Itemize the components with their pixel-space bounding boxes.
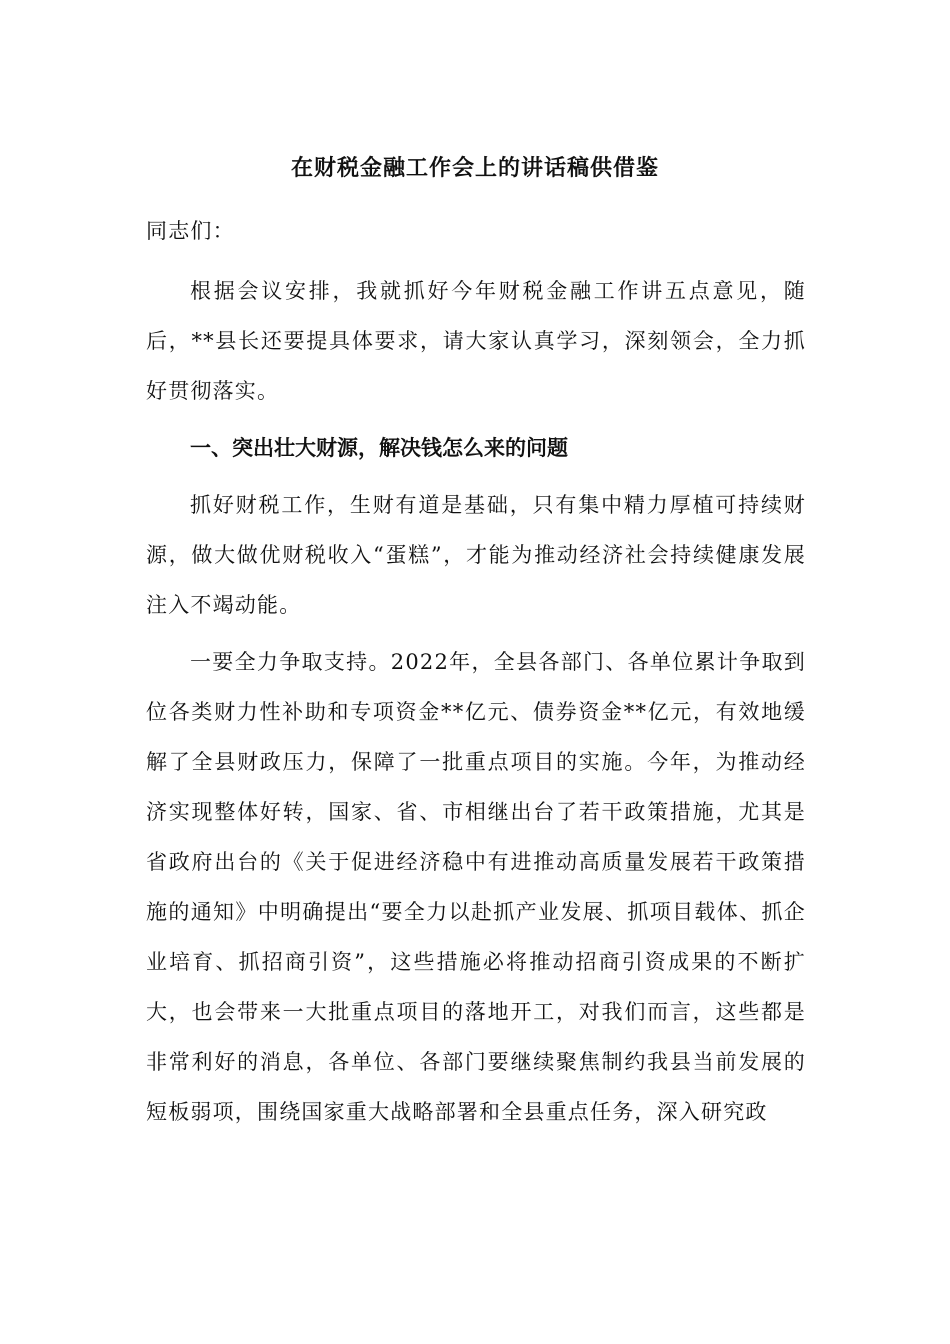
intro-paragraph: 根据会议安排，我就抓好今年财税金融工作讲五点意见，随后，**县长还要提具体要求，请大家认真学习，深刻领会，全力抓好贯彻落实。: [146, 279, 806, 403]
document-body: [146, 206, 806, 1137]
document-title: 在财税金融工作会上的讲话稿供借鉴: [290, 155, 659, 181]
salutation: 同志们：: [146, 219, 235, 243]
body-paragraph: 抓好财税工作，生财有道是基础，只有集中精力厚植可持续财源，做大做优财税收入“蛋糕”，才能为推动经济社会持续健康发展注入不竭动能。: [146, 493, 806, 617]
body-paragraph: 一要全力争取支持。2022年，全县各部门、各单位累计争取到位各类财力性补助和专项资金**亿元、债券资金**亿元，有效地缓解了全县财政压力，保障了一批重点项目的实施。今年，为推动经济实现整体好转，国家、省、市相继出台了若干政策措施，尤其是省政府出台的《关于促进经济稳中有进推动高质量发展若干政策措施的通知》中明确提出“要全力以赴抓产业发展、抓项目载体、抓企业培育、抓招商引资”，这些措施必将推动招商引资成果的不断扩大，也会带来一大批重点项目的落地开工，对我们而言，这些都是非常利好的消息，各单位、各部门要继续聚焦制约我县当前发展的短板弱项，围绕国家重大战略部署和全县重点任务，深入研究政: [146, 650, 806, 1124]
section-heading: 一、突出壮大财源，解决钱怎么来的问题: [190, 435, 568, 460]
